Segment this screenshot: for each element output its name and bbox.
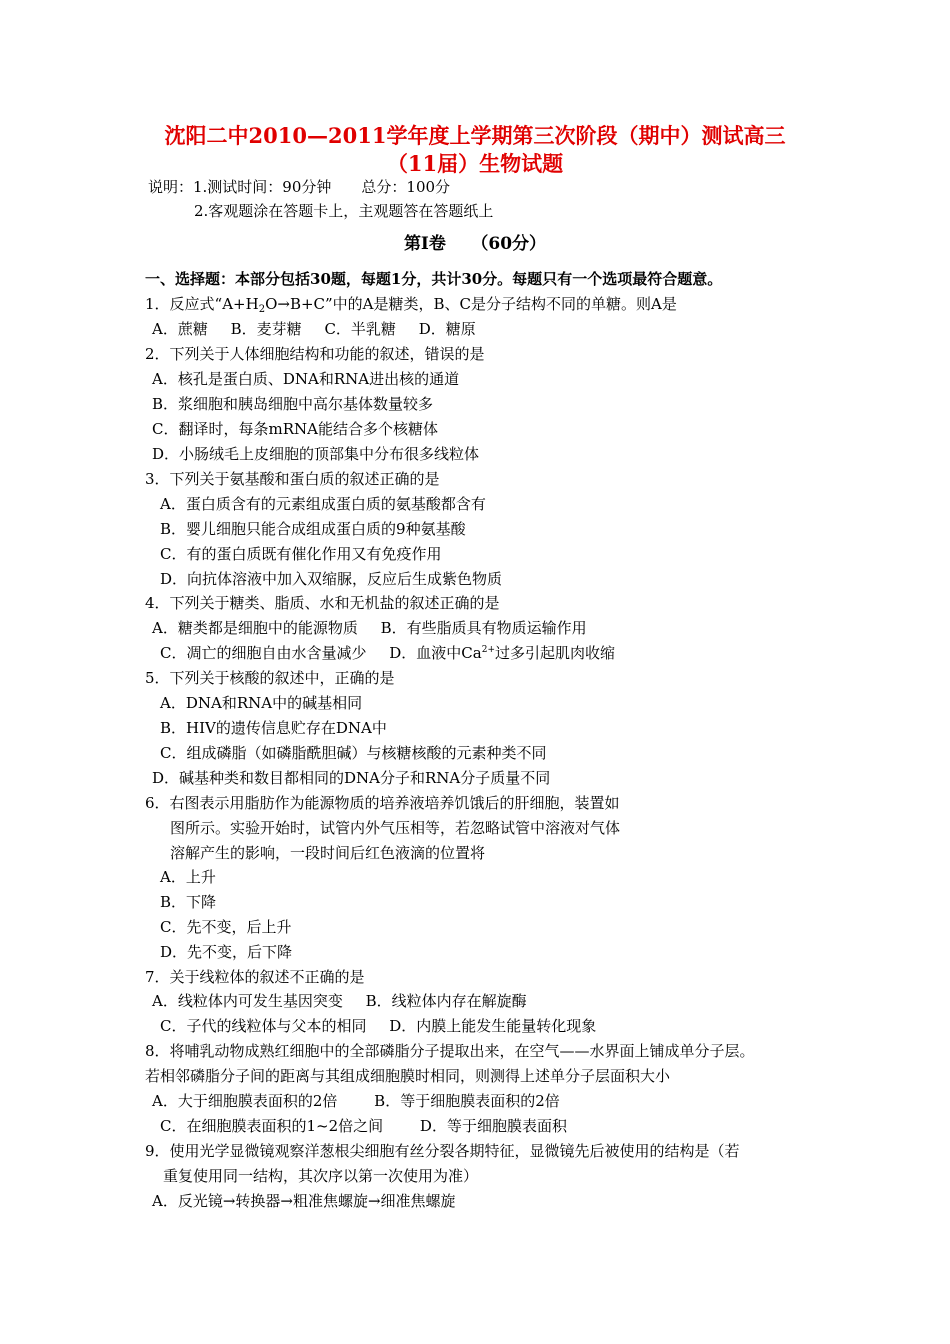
q6-option-a: A．上升 bbox=[160, 868, 216, 886]
q2-option-d: D．小肠绒毛上皮细胞的顶部集中分布很多线粒体 bbox=[152, 445, 480, 463]
q2-option-a: A．核孔是蛋白质、DNA和RNA进出核的通道 bbox=[152, 370, 460, 388]
question-6-stem-line-2: 图所示。实验开始时，试管内外气压相等，若忽略试管中溶液对气体 bbox=[170, 819, 621, 837]
q4-option-d bbox=[389, 644, 615, 662]
q1-stem-subscript: 2 bbox=[258, 304, 266, 315]
question-1-options bbox=[152, 318, 476, 340]
q6-option-c: C．先不变，后上升 bbox=[160, 918, 292, 936]
question-8-stem-line-2: 若相邻磷脂分子间的距离与其组成细胞膜时相同，则测得上述单分子层面积大小 bbox=[145, 1067, 671, 1085]
exam-title-line-1: 沈阳二中2010—2011学年度上学期第三次阶段（期中）测试高三 bbox=[164, 123, 786, 148]
question-7-options-row-1 bbox=[152, 990, 527, 1012]
q5-option-b: B．HIV的遗传信息贮存在DNA中 bbox=[160, 719, 387, 737]
q7-option-b: B．线粒体内存在解旋酶 bbox=[365, 992, 527, 1010]
q3-option-c: C．有的蛋白质既有催化作用又有免疫作用 bbox=[160, 545, 442, 563]
q4-option-c: C．凋亡的细胞自由水含量减少 bbox=[160, 644, 367, 662]
q3-option-b: B．婴儿细胞只能合成组成蛋白质的9种氨基酸 bbox=[160, 520, 466, 538]
q8-option-d: D．等于细胞膜表面积 bbox=[419, 1117, 567, 1135]
q1-stem-part-a: 1．反应式“A+H bbox=[145, 295, 259, 313]
q1-option-d: D．糖原 bbox=[418, 320, 476, 338]
q1-stem-part-b: O→B+C”中的A是糖类，B、C是分子结构不同的单糖。则A是 bbox=[265, 295, 677, 313]
q3-option-a: A．蛋白质含有的元素组成蛋白质的氨基酸都含有 bbox=[160, 495, 486, 513]
note-2: 2.客观题涂在答题卡上，主观题答在答题纸上 bbox=[194, 202, 494, 220]
question-7-options-row-2 bbox=[160, 1015, 596, 1037]
question-9-stem-line-1: 9．使用光学显微镜观察洋葱根尖细胞有丝分裂各期特征，显微镜先后被使用的结构是（若 bbox=[145, 1142, 740, 1160]
q1-option-b: B．麦芽糖 bbox=[230, 320, 302, 338]
q2-option-c: C．翻译时，每条mRNA能结合多个核糖体 bbox=[152, 420, 438, 438]
q8-option-c: C．在细胞膜表面积的1~2倍之间 bbox=[160, 1117, 384, 1135]
question-5-stem: 5．下列关于核酸的叙述中，正确的是 bbox=[145, 669, 395, 687]
question-8-stem-line-1: 8．将哺乳动物成熟红细胞中的全部磷脂分子提取出来，在空气——水界面上铺成单分子层。 bbox=[145, 1042, 755, 1060]
q4-option-b: B．有些脂质具有物质运输作用 bbox=[380, 619, 587, 637]
question-4-stem: 4．下列关于糖类、脂质、水和无机盐的叙述正确的是 bbox=[145, 594, 500, 612]
q7-option-a: A．线粒体内可发生基因突变 bbox=[152, 992, 343, 1010]
q4-option-d-part-a: D．血液中Ca bbox=[389, 644, 482, 662]
q4-option-a: A．糖类都是细胞中的能源物质 bbox=[152, 619, 358, 637]
question-1-stem bbox=[145, 293, 677, 315]
section-heading: 第Ⅰ卷 （60分） bbox=[403, 234, 547, 254]
q3-option-d: D．向抗体溶液中加入双缩脲，反应后生成紫色物质 bbox=[160, 570, 503, 588]
q1-option-a: A．蔗糖 bbox=[152, 320, 208, 338]
question-2-stem: 2．下列关于人体细胞结构和功能的叙述，错误的是 bbox=[145, 345, 485, 363]
q1-option-c: C．半乳糖 bbox=[324, 320, 396, 338]
q7-option-c: C．子代的线粒体与父本的相同 bbox=[160, 1017, 367, 1035]
exam-title-line-2: （11届）生物试题 bbox=[386, 151, 564, 176]
q6-option-b: B．下降 bbox=[160, 893, 217, 911]
q8-option-b: B．等于细胞膜表面积的2倍 bbox=[374, 1092, 560, 1110]
q5-option-c: C．组成磷脂（如磷脂酰胆碱）与核糖核酸的元素种类不同 bbox=[160, 744, 547, 762]
q5-option-d: D．碱基种类和数目都相同的DNA分子和RNA分子质量不同 bbox=[152, 769, 551, 787]
question-6-stem-line-3: 溶解产生的影响，一段时间后红色液滴的位置将 bbox=[170, 844, 486, 862]
q4-option-d-superscript: 2+ bbox=[481, 645, 495, 655]
question-6-stem-line-1: 6．右图表示用脂肪作为能源物质的培养液培养饥饿后的肝细胞，装置如 bbox=[145, 794, 620, 812]
note-1: 说明：1.测试时间：90分钟 总分：100分 bbox=[148, 178, 451, 196]
question-9-stem-line-2: 重复使用同一结构，其次序以第一次使用为准） bbox=[163, 1167, 479, 1185]
q7-option-d: D．内膜上能发生能量转化现象 bbox=[389, 1017, 597, 1035]
q2-option-b: B．浆细胞和胰岛细胞中高尔基体数量较多 bbox=[152, 395, 434, 413]
q8-option-a: A．大于细胞膜表面积的2倍 bbox=[152, 1092, 338, 1110]
question-8-options-row-2 bbox=[160, 1115, 567, 1137]
question-8-options-row-1 bbox=[152, 1090, 560, 1112]
question-4-options-row-1 bbox=[152, 617, 587, 639]
section-instruction: 一、选择题：本部分包括30题，每题1分，共计30分。每题只有一个选项最符合题意。 bbox=[145, 270, 723, 288]
question-4-options-row-2 bbox=[160, 642, 615, 664]
question-3-stem: 3．下列关于氨基酸和蛋白质的叙述正确的是 bbox=[145, 470, 440, 488]
question-7-stem: 7．关于线粒体的叙述不正确的是 bbox=[145, 968, 365, 986]
q4-option-d-part-b: 过多引起肌肉收缩 bbox=[495, 644, 616, 662]
q5-option-a: A．DNA和RNA中的碱基相同 bbox=[160, 694, 363, 712]
q6-option-d: D．先不变，后下降 bbox=[160, 943, 293, 961]
q9-option-a: A．反光镜→转换器→粗准焦螺旋→细准焦螺旋 bbox=[152, 1192, 456, 1210]
